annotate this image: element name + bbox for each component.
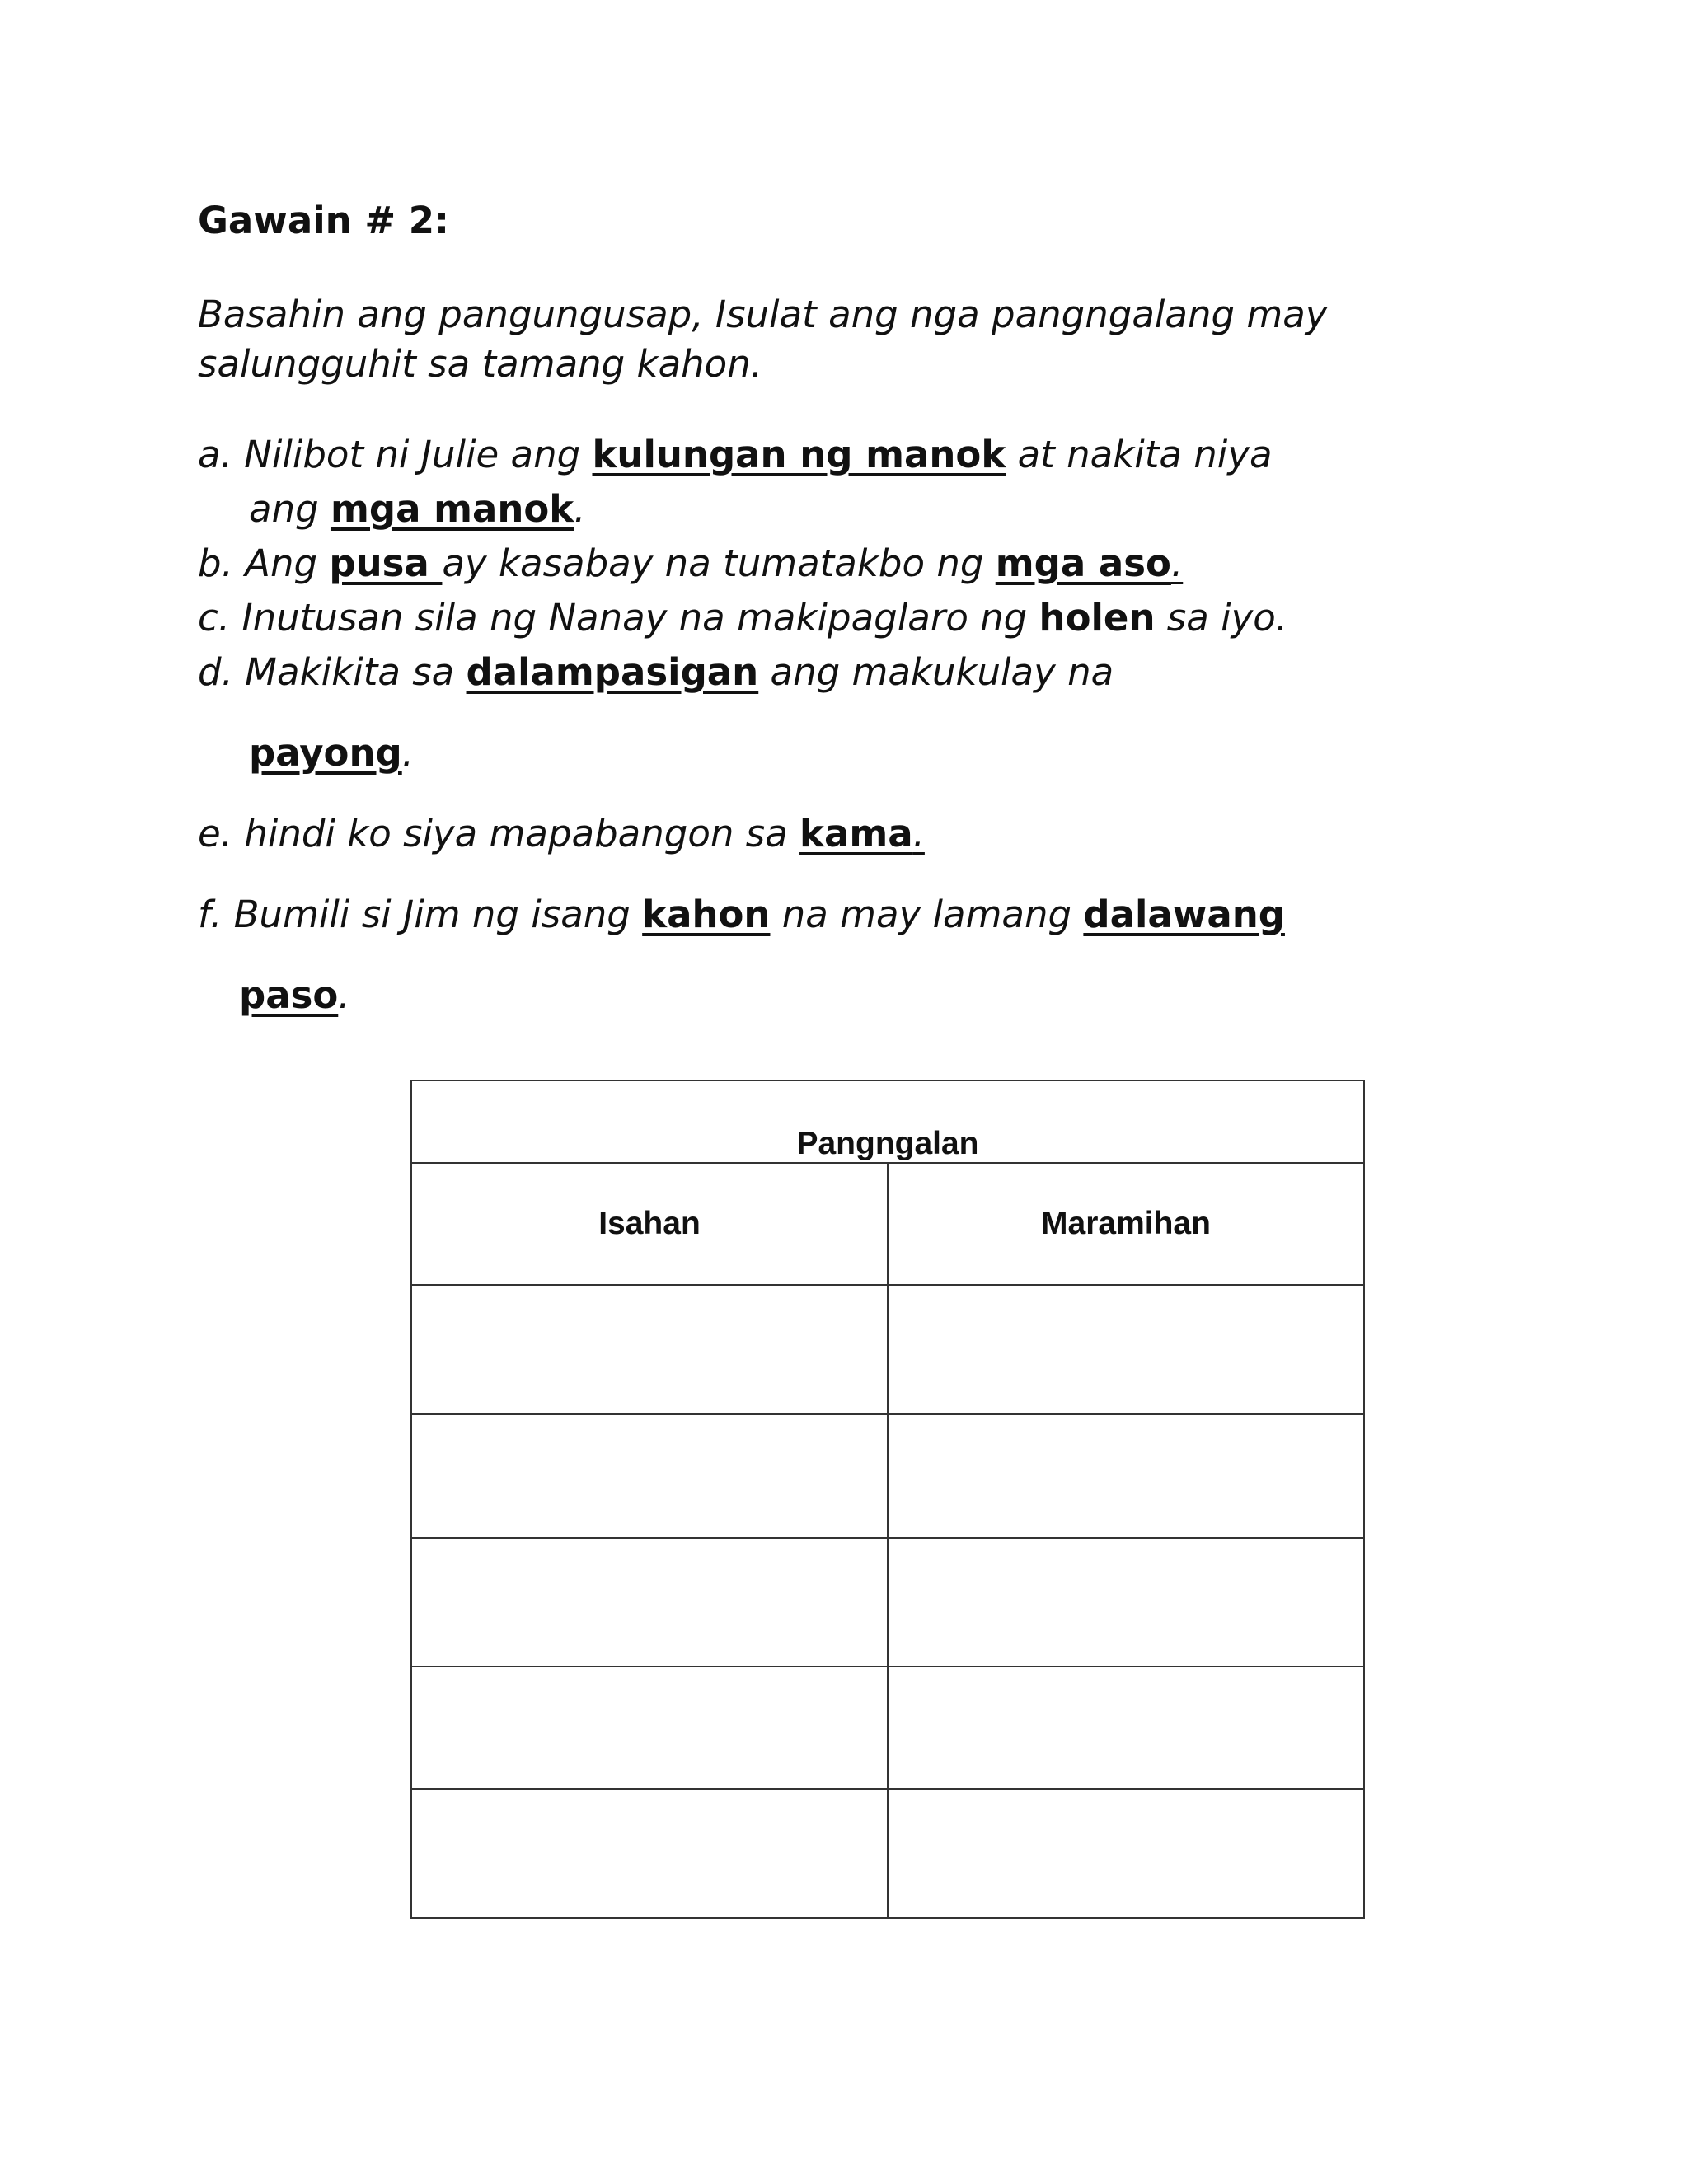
sentence-f-line-1 xyxy=(198,890,1285,940)
underlined-noun: dalampasigan xyxy=(466,650,759,694)
column-header-maramihan: Maramihan xyxy=(888,1163,1364,1285)
answer-cell-isahan[interactable] xyxy=(411,1538,888,1666)
sentence-text: a. Nilibot ni Julie ang xyxy=(198,433,593,476)
underlined-noun: mga manok xyxy=(330,487,574,531)
table-row xyxy=(411,1414,1364,1538)
sentence-b xyxy=(198,539,1183,588)
sentence-text: f. Bumili si Jim ng isang xyxy=(198,893,643,936)
table-title: Pangngalan xyxy=(411,1080,1364,1163)
underlined-noun: pusa xyxy=(329,541,443,585)
sentence-text: d. Makikita sa xyxy=(198,650,467,694)
sentence-text: . xyxy=(574,487,586,531)
underlined-period: . xyxy=(912,812,925,855)
sentence-a-line-2 xyxy=(249,485,586,534)
answer-cell-maramihan[interactable] xyxy=(888,1538,1364,1666)
underlined-period: . xyxy=(1170,541,1184,585)
underlined-noun: paso xyxy=(239,973,339,1017)
sentence-text: c. Inutusan sila ng Nanay na makipaglaro ng xyxy=(198,596,1039,640)
sentence-f-line-2 xyxy=(239,971,350,1020)
sentence-c xyxy=(198,593,1287,643)
sentence-text: sa iyo. xyxy=(1155,596,1288,640)
answer-cell-maramihan[interactable] xyxy=(888,1414,1364,1538)
column-header-isahan: Isahan xyxy=(411,1163,888,1285)
answer-cell-isahan[interactable] xyxy=(411,1285,888,1414)
answer-cell-isahan[interactable] xyxy=(411,1789,888,1918)
sentence-text: at nakita niya xyxy=(1006,433,1273,476)
instruction-line-1: Basahin ang pangungusap, Isulat ang nga pangngalang may xyxy=(198,293,1328,336)
sentence-text: ay kasabay na tumatakbo ng xyxy=(442,541,996,585)
table-row xyxy=(411,1538,1364,1666)
sentence-text: ang makukulay na xyxy=(758,650,1114,694)
sentence-text: ang xyxy=(249,487,331,531)
activity-heading: Gawain # 2: xyxy=(198,199,450,242)
sentence-e xyxy=(198,809,925,859)
sentence-text: na may lamang xyxy=(770,893,1084,936)
underlined-noun: kama xyxy=(799,812,913,855)
table-row xyxy=(411,1666,1364,1789)
table-row xyxy=(411,1285,1364,1414)
sentence-text: . xyxy=(401,731,415,775)
answer-cell-isahan[interactable] xyxy=(411,1666,888,1789)
sentence-d-line-2 xyxy=(249,729,414,778)
answer-cell-maramihan[interactable] xyxy=(888,1789,1364,1918)
bold-noun: holen xyxy=(1039,596,1156,640)
underlined-noun: dalawang xyxy=(1083,893,1285,936)
underlined-noun: mga aso xyxy=(995,541,1171,585)
noun-classification-table xyxy=(410,1080,1365,1919)
underlined-noun: kahon xyxy=(642,893,771,936)
sentence-text: e. hindi ko siya mapabangon sa xyxy=(198,812,800,855)
answer-cell-maramihan[interactable] xyxy=(888,1666,1364,1789)
answer-cell-maramihan[interactable] xyxy=(888,1285,1364,1414)
instruction-line-2: salungguhit sa tamang kahon. xyxy=(198,342,763,386)
sentence-d-line-1 xyxy=(198,648,1114,697)
answer-cell-isahan[interactable] xyxy=(411,1414,888,1538)
sentence-text: . xyxy=(338,973,350,1017)
table-row xyxy=(411,1789,1364,1918)
sentence-text: b. Ang xyxy=(198,541,330,585)
underlined-noun: payong xyxy=(249,731,402,775)
underlined-noun: kulungan ng manok xyxy=(592,433,1006,476)
sentence-a-line-1 xyxy=(198,430,1273,480)
